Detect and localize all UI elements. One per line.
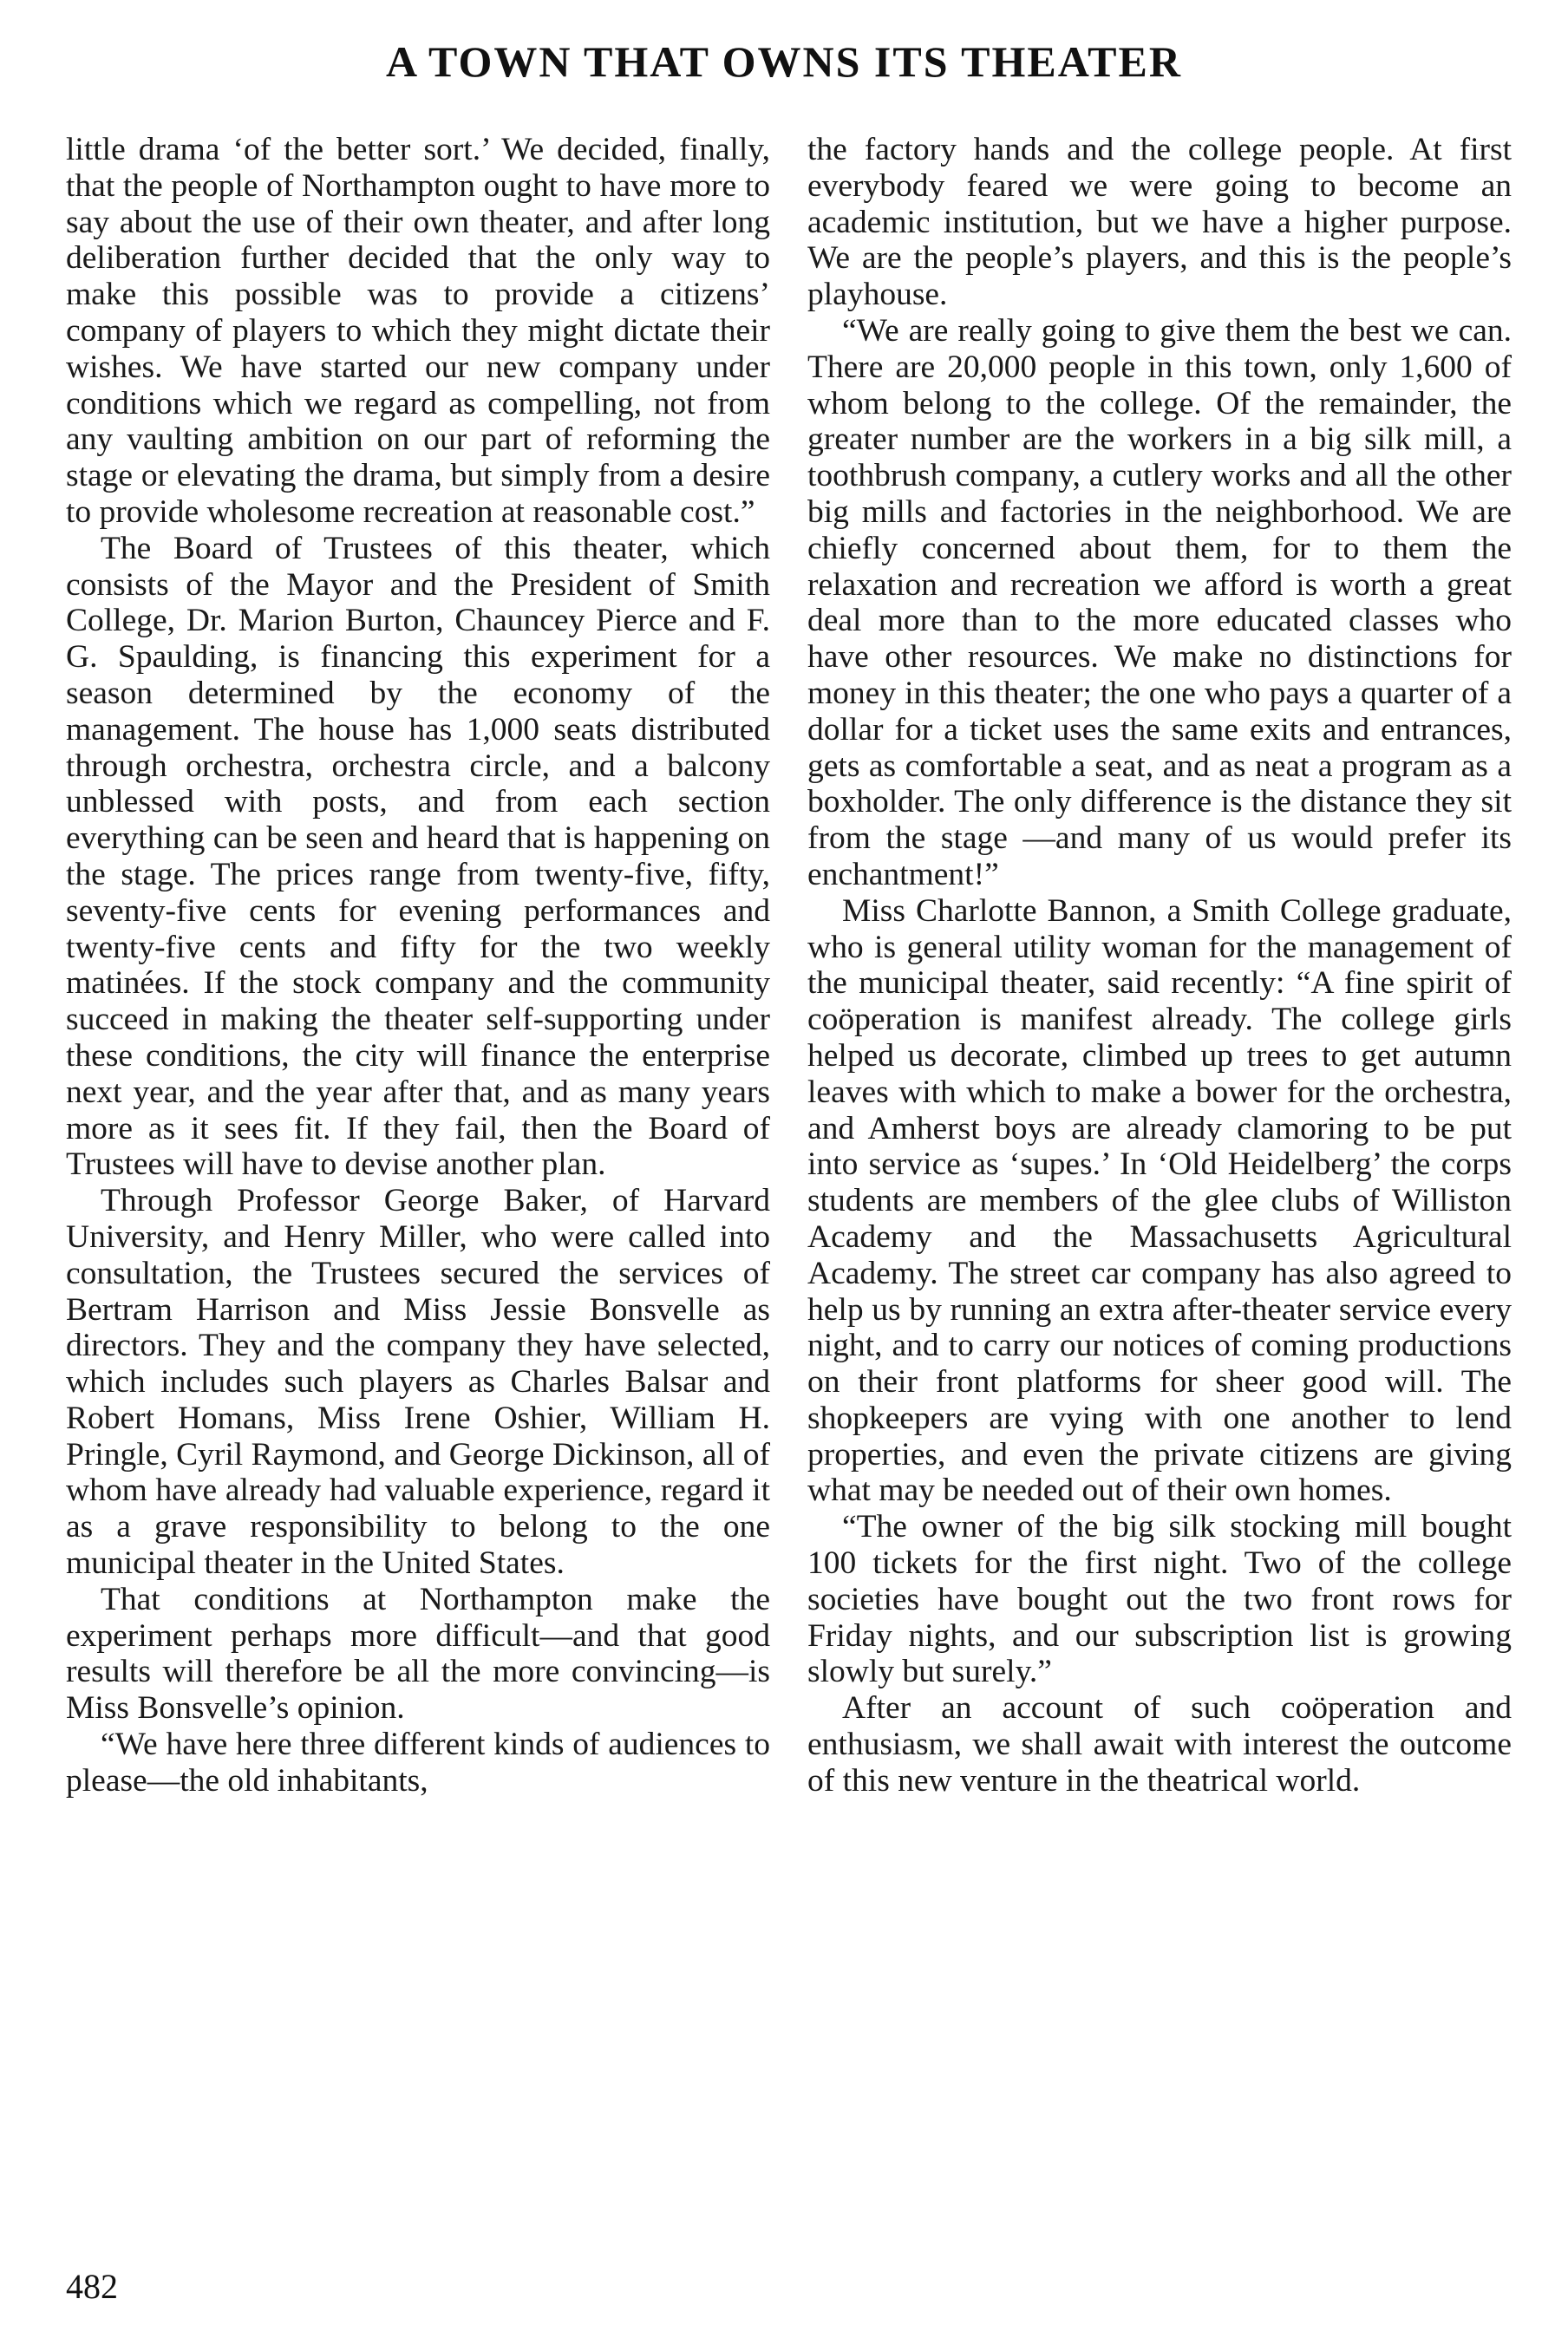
paragraph: Miss Charlotte Bannon, a Smith College graduate, who is general utility woman for the management of the municipal theater, said recently: “A fine spirit of coöperation is manifest already. The college girls helped us decorate, climbed up trees to get autumn leaves with which to make a bower for the orchestra, and Amherst boys are already clamoring to be put into service as ‘supes.’ In ‘Old Heidelberg’ the corps students are members of the glee clubs of Williston Academy and the Massachusetts Agricultural Academy. The street car company has also agreed to help us by running an extra after-theater service every night, and to carry our notices of coming productions on their front platforms for sheer good will. The shopkeepers are vying with one another to lend properties, and even the private citizens are giving what may be needed out of their own homes. <box>807 892 1512 1509</box>
paragraph: “The owner of the big silk stocking mill bought 100 tickets for the first night. Two of the college societies have bought out the two front rows for Friday nights, and our subscription list is growing slowly but surely.” <box>807 1509 1512 1690</box>
paragraph: “We are really going to give them the best we can. There are 20,000 people in this town, only 1,600 of whom belong to the college. Of the remainder, the greater number are the workers in a big silk mill, a toothbrush company, a cutlery works and all the other big mills and factories in the neighborhood. We are chiefly concerned about them, for to them the relaxation and recreation we afford is worth a great deal more than to the more educated classes who have other resources. We make no distinctions for money in this theater; the one who pays a quarter of a dollar for a ticket uses the same exits and entrances, gets as comfortable a seat, and as neat a program as a boxholder. The only difference is the distance they sit from the stage —and many of us would prefer its enchantment!” <box>807 312 1512 892</box>
paragraph: That conditions at Northampton make the experiment perhaps more difficult—and that good results will therefore be all the more convincing—is Miss Bonsvelle’s opinion. <box>66 1581 770 1727</box>
page-number: 482 <box>66 2267 118 2306</box>
right-text-column <box>807 132 1512 1799</box>
paragraph: little drama ‘of the better sort.’ We decided, finally, that the people of Northampton ought to have more to say about the use of their own theater, and after long deliberation further decided that the only way to make this possible was to provide a citizens’ company of players to which they might dictate their wishes. We have started our new company under conditions which we regard as compelling, not from any vaulting ambition on our part of reforming the stage or elevating the drama, but simply from a desire to provide wholesome recreation at reasonable cost.” <box>66 132 770 530</box>
paragraph: The Board of Trustees of this theater, which consists of the Mayor and the President of Smith College, Dr. Marion Burton, Chauncey Pierce and F. G. Spaulding, is financing this experiment for a season determined by the economy of the management. The house has 1,000 seats distributed through orchestra, orchestra circle, and a balcony unblessed with posts, and from each section everything can be seen and heard that is happening on the stage. The prices range from twenty-five, fifty, seventy-five cents for evening performances and twenty-five cents and fifty for the two weekly matinées. If the stock company and the community succeed in making the theater self-supporting under these conditions, the city will finance the enterprise next year, and the year after that, and as many years more as it sees fit. If they fail, then the Board of Trustees will have to devise another plan. <box>66 530 770 1183</box>
paragraph: After an account of such coöperation and enthusiasm, we shall await with interest the outcome of this new venture in the theatrical world. <box>807 1690 1512 1799</box>
paragraph: “We have here three different kinds of audiences to please—the old inhabitants, <box>66 1727 770 1799</box>
paragraph: Through Professor George Baker, of Harvard University, and Henry Miller, who were called into consultation, the Trustees secured the services of Bertram Harrison and Miss Jessie Bonsvelle as directors. They and the company they have selected, which includes such players as Charles Balsar and Robert Homans, Miss Irene Oshier, William H. Pringle, Cyril Raymond, and George Dickinson, all of whom have already had valuable experience, regard it as a grave responsibility to belong to the one municipal theater in the United States. <box>66 1183 770 1582</box>
left-text-column <box>66 132 770 1799</box>
running-title: A TOWN THAT OWNS ITS THEATER <box>386 37 1182 86</box>
paragraph: the factory hands and the college people. At first everybody feared we were going to become an academic institution, but we have a higher purpose. We are the people’s players, and this is the people’s playhouse. <box>807 132 1512 313</box>
